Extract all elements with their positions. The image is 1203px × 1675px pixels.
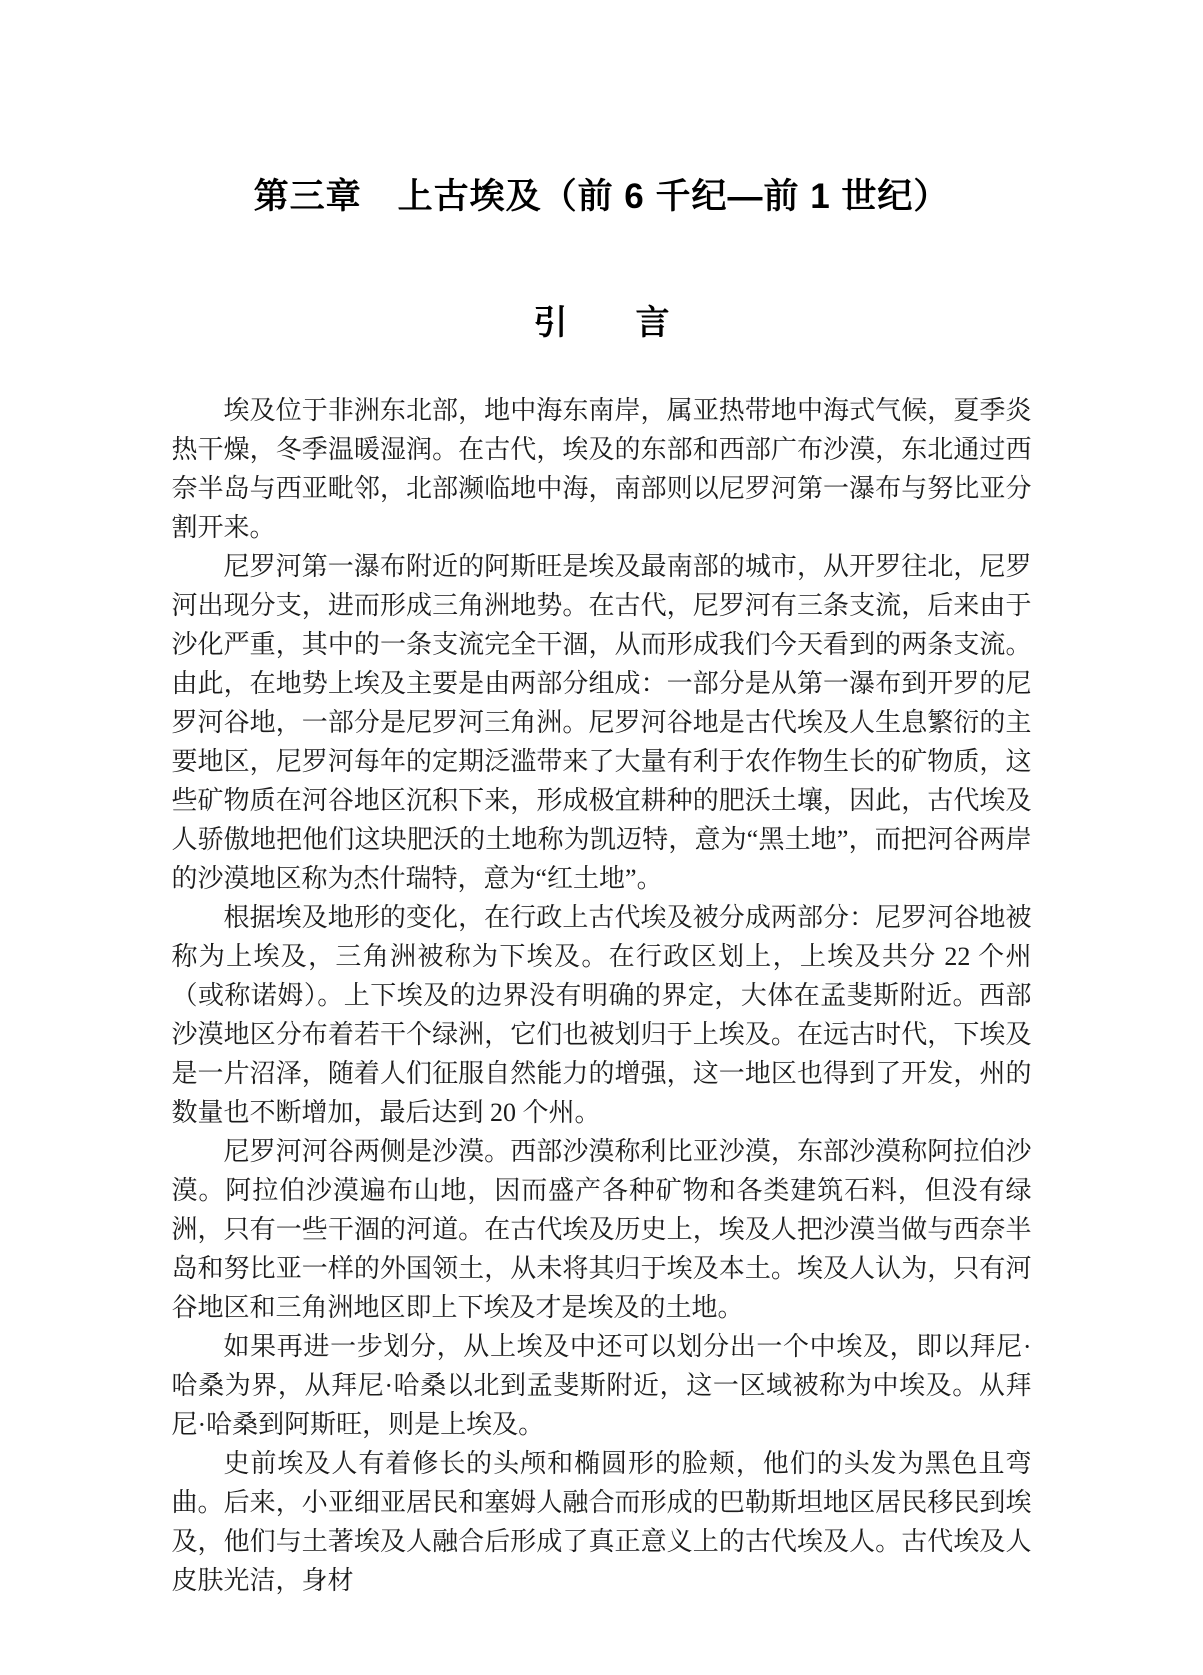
- paragraph-nile-valley-delta: 尼罗河第一瀑布附近的阿斯旺是埃及最南部的城市，从开罗往北，尼罗河出现分支，进而形成三角洲地势。在古代，尼罗河有三条支流，后来由于沙化严重，其中的一条支流完全干涸，从而形成我们今天看到的两条支流。由此，在地势上埃及主要是由两部分组成：一部分是从第一瀑布到开罗的尼罗河谷地，一部分是尼罗河三角洲。尼罗河谷地是古代埃及人生息繁衍的主要地区，尼罗河每年的定期泛滥带来了大量有利于农作物生长的矿物质，这些矿物质在河谷地区沉积下来，形成极宜耕种的肥沃土壤，因此，古代埃及人骄傲地把他们这块肥沃的土地称为凯迈特，意为“黑土地”，而把河谷两岸的沙漠地区称为杰什瑞特，意为“红土地”。: [171, 552, 1032, 893]
- paragraph-middle-egypt: 如果再进一步划分，从上埃及中还可以划分出一个中埃及，即以拜尼·哈桑为界，从拜尼·哈桑以北到孟斐斯附近，这一区域被称为中埃及。从拜尼·哈桑到阿斯旺，则是上埃及。: [171, 1332, 1032, 1439]
- chapter-title: 第三章 上古埃及（前 6 千纪—前 1 世纪）: [253, 177, 950, 216]
- paragraph-prehistoric-egyptians: 史前埃及人有着修长的头颅和椭圆形的脸颊，他们的头发为黑色且弯曲。后来，小亚细亚居民和塞姆人融合而形成的巴勒斯坦地区居民移民到埃及，他们与土著埃及人融合后形成了真正意义上的古代埃及人。古代埃及人皮肤光洁，身材: [171, 1449, 1032, 1595]
- introduction-body: [172, 391, 1032, 1600]
- section-title: 引 言: [533, 304, 670, 342]
- paragraph-deserts: 尼罗河河谷两侧是沙漠。西部沙漠称利比亚沙漠，东部沙漠称阿拉伯沙漠。阿拉伯沙漠遍布山地，因而盛产各种矿物和各类建筑石料，但没有绿洲，只有一些干涸的河道。在古代埃及历史上，埃及人把沙漠当做与西奈半岛和努比亚一样的外国领土，从未将其归于埃及本土。埃及人认为，只有河谷地区和三角洲地区即上下埃及才是埃及的土地。: [171, 1137, 1032, 1322]
- paragraph-geography: 埃及位于非洲东北部，地中海东南岸，属亚热带地中海式气候，夏季炎热干燥，冬季温暖湿润。在古代，埃及的东部和西部广布沙漠，东北通过西奈半岛与西亚毗邻，北部濒临地中海，南部则以尼罗河第一瀑布与努比亚分割开来。: [171, 396, 1032, 542]
- paragraph-upper-lower-egypt: 根据埃及地形的变化，在行政上古代埃及被分成两部分：尼罗河谷地被称为上埃及，三角洲被称为下埃及。在行政区划上，上埃及共分 22 个州（或称诺姆）。上下埃及的边界没有明确的界定，大体在孟斐斯附近。西部沙漠地区分布着若干个绿洲，它们也被划归于上埃及。在远古时代，下埃及是一片沼泽，随着人们征服自然能力的增强，这一地区也得到了开发，州的数量也不断增加，最后达到 20 个州。: [171, 903, 1032, 1127]
